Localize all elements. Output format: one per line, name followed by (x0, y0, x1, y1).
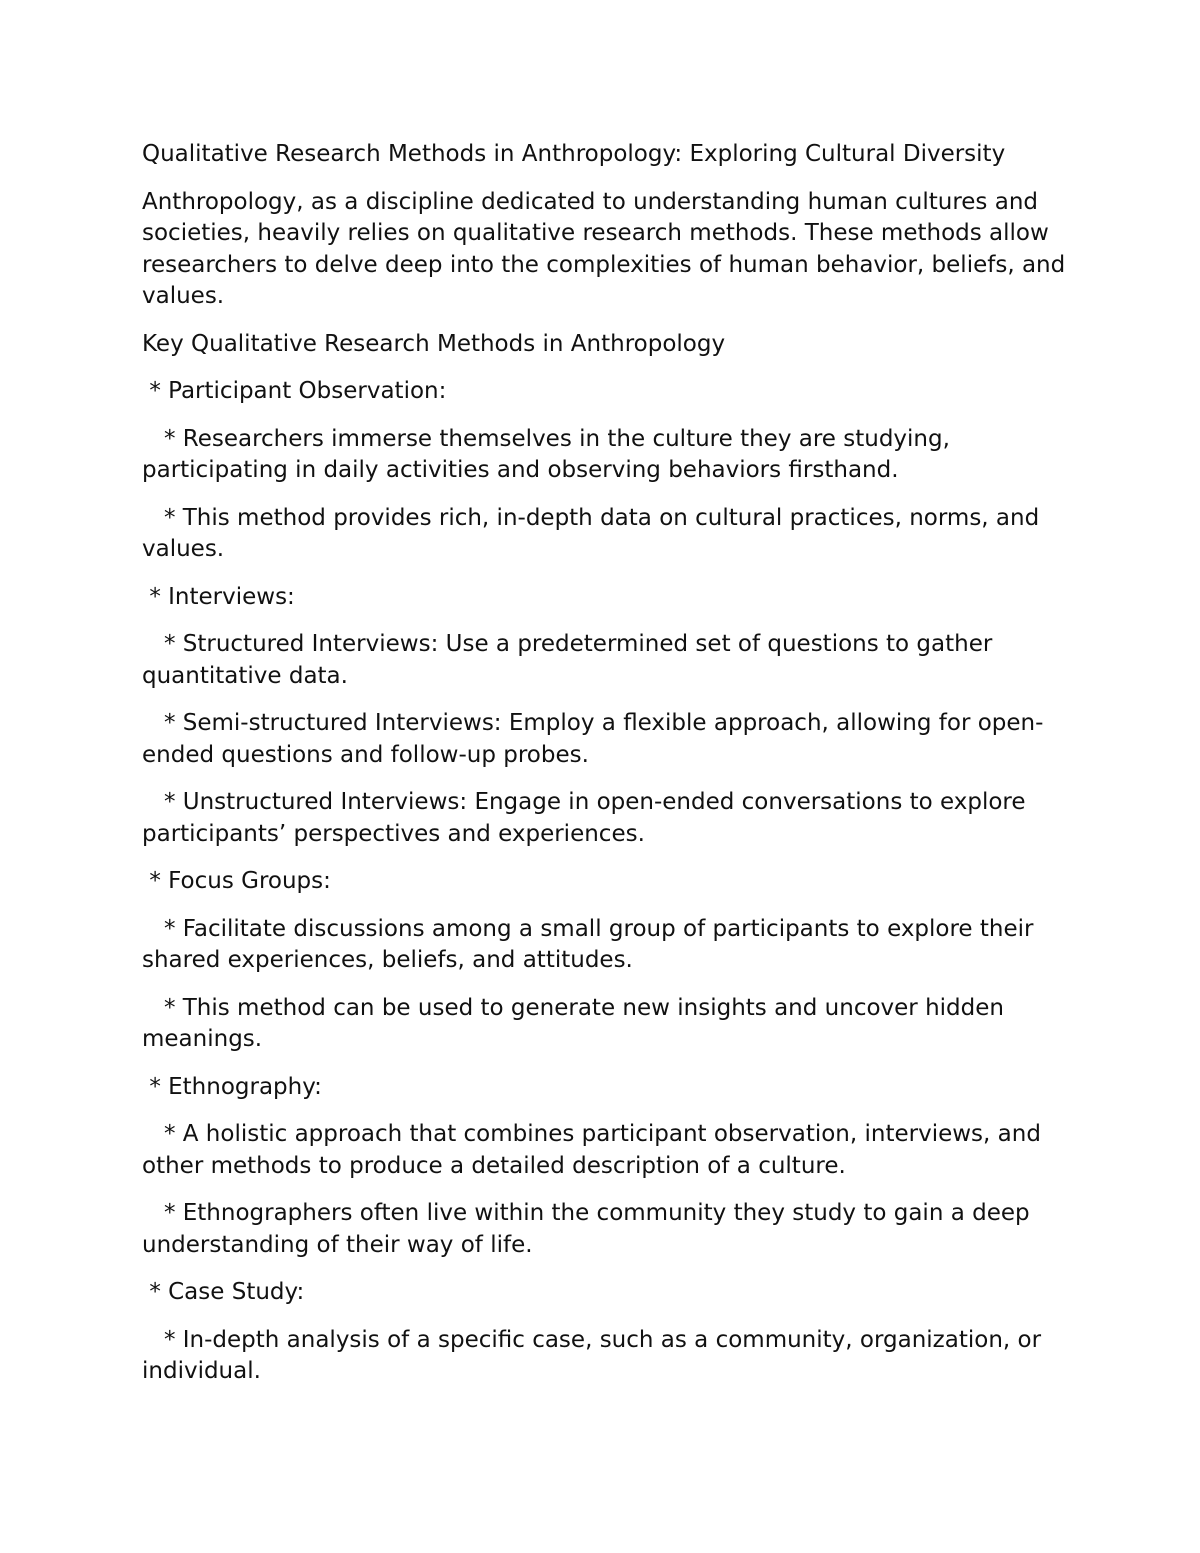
intro-paragraph: Anthropology, as a discipline dedicated to understanding human cultures and societies, heavily relies on qualitative research methods. These methods allow researchers to delve deep into the complexities of human behavior, beliefs, and values. (142, 188, 1073, 309)
method-point: * Unstructured Interviews: Engage in open-ended conversations to explore participants’ perspectives and experiences. (142, 789, 1033, 847)
method-point: * Semi-structured Interviews: Employ a flexible approach, allowing for open-ended questions and follow-up probes. (142, 710, 1044, 768)
method-point: * Structured Interviews: Use a predetermined set of questions to gather quantitative data. (142, 631, 1000, 689)
method-point: * Facilitate discussions among a small group of participants to explore their shared experiences, beliefs, and attitudes. (142, 915, 1041, 973)
section-heading: Key Qualitative Research Methods in Anthropology (142, 330, 726, 357)
document-title: Qualitative Research Methods in Anthropology: Exploring Cultural Diversity (142, 141, 1006, 167)
method-point: * A holistic approach that combines participant observation, interviews, and other methods to produce a detailed description of a culture. (142, 1121, 1049, 1179)
method-point: * This method provides rich, in-depth data on cultural practices, norms, and values. (142, 504, 1047, 562)
method-point: * Researchers immerse themselves in the culture they are studying, participating in daily activities and observing behaviors firsthand. (142, 425, 958, 483)
method-heading: * Participant Observation: (142, 378, 447, 404)
document-body (142, 139, 1072, 1404)
method-point: * In-depth analysis of a specific case, such as a community, organization, or individual. (142, 1326, 1049, 1384)
method-point: * Ethnographers often live within the community they study to gain a deep understanding of their way of life. (142, 1200, 1037, 1258)
method-heading: * Focus Groups: (142, 868, 331, 894)
method-heading: * Ethnography: (142, 1073, 322, 1100)
method-heading: * Interviews: (142, 583, 295, 610)
method-heading: * Case Study: (142, 1279, 305, 1305)
method-point: * This method can be used to generate new insights and uncover hidden meanings. (142, 994, 1012, 1052)
